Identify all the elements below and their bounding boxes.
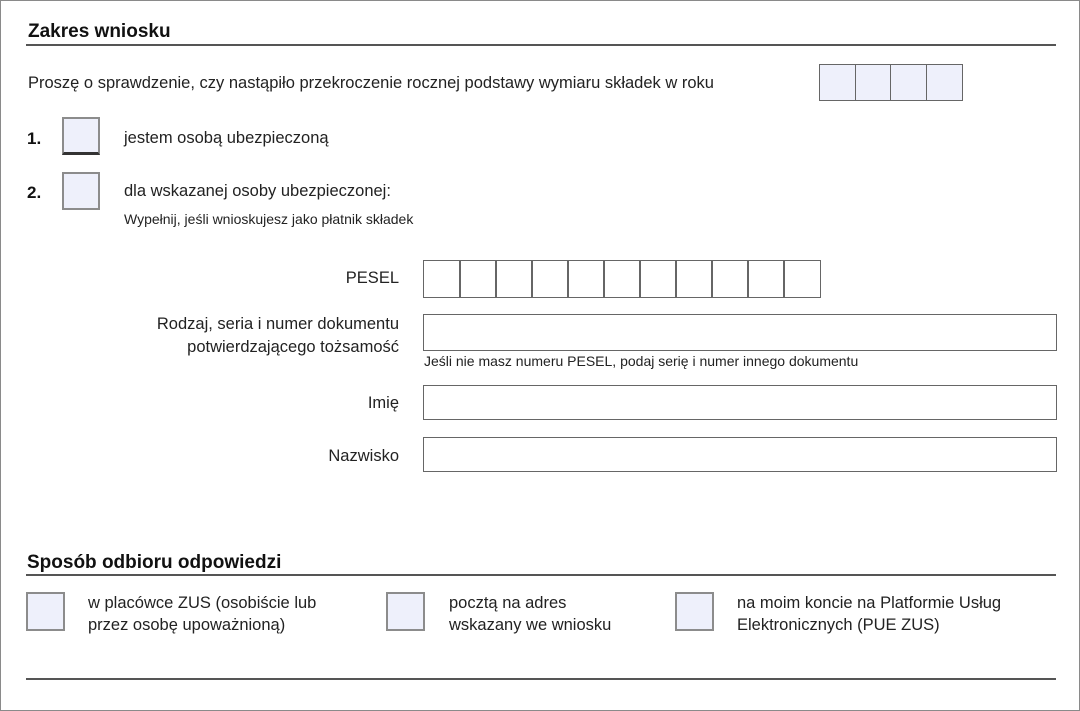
pesel-digit-box[interactable]: [603, 260, 641, 298]
checkbox-pickup-zus-office[interactable]: [26, 592, 65, 631]
pesel-digit-box[interactable]: [675, 260, 713, 298]
checkbox-pue-zus[interactable]: [675, 592, 714, 631]
year-digit-box[interactable]: [926, 64, 963, 101]
section-divider: [26, 574, 1056, 576]
pesel-digit-box[interactable]: [423, 260, 461, 298]
pesel-digit-box[interactable]: [531, 260, 569, 298]
section-title-sposob-odbioru: Sposób odbioru odpowiedzi: [27, 552, 282, 573]
pesel-label: PESEL: [345, 269, 399, 287]
option-label-zus-office: [88, 592, 316, 636]
option-number: 1.: [27, 129, 42, 148]
bottom-divider: [26, 678, 1056, 680]
year-digit-box[interactable]: [819, 64, 856, 101]
section-divider: [26, 44, 1056, 46]
document-label-line2: potwierdzającego tożsamość: [187, 338, 399, 356]
pesel-digit-box[interactable]: [495, 260, 533, 298]
first-name-field[interactable]: [423, 385, 1057, 420]
option-label-indicated-person: dla wskazanej osoby ubezpieczonej:: [124, 182, 391, 200]
document-field[interactable]: [423, 314, 1057, 351]
pesel-digit-box[interactable]: [567, 260, 605, 298]
option-label-insured-person: jestem osobą ubezpieczoną: [124, 129, 329, 147]
year-digit-box[interactable]: [855, 64, 892, 101]
checkbox-by-post[interactable]: [386, 592, 425, 631]
year-input[interactable]: [819, 64, 964, 101]
pesel-digit-box[interactable]: [747, 260, 785, 298]
document-label-line1: Rodzaj, seria i numer dokumentu: [156, 315, 399, 333]
checkbox-insured-person[interactable]: [62, 117, 100, 155]
option-label-line: na moim koncie na Platformie Usług: [737, 594, 1002, 612]
document-label: [100, 313, 399, 359]
pesel-digit-box[interactable]: [639, 260, 677, 298]
pesel-digit-box[interactable]: [711, 260, 749, 298]
option-label-line: wskazany we wniosku: [449, 616, 612, 634]
option-label-pue-zus: [737, 592, 1001, 636]
last-name-label: Nazwisko: [328, 447, 399, 465]
option-label-line: Elektronicznych (PUE ZUS): [737, 616, 940, 634]
pesel-input[interactable]: [423, 260, 821, 298]
pesel-digit-box[interactable]: [783, 260, 821, 298]
option-label-line: pocztą na adres: [449, 594, 567, 612]
pesel-digit-box[interactable]: [459, 260, 497, 298]
last-name-field[interactable]: [423, 437, 1057, 472]
option-hint-payer: Wypełnij, jeśli wnioskujesz jako płatnik składek: [124, 211, 414, 227]
option-label-by-post: [449, 592, 611, 636]
section-title-zakres-wniosku: Zakres wniosku: [28, 21, 171, 42]
request-text: Proszę o sprawdzenie, czy nastąpiło przekroczenie rocznej podstawy wymiaru składek w roku: [28, 74, 714, 92]
year-digit-box[interactable]: [890, 64, 927, 101]
option-number: 2.: [27, 183, 42, 202]
option-label-line: przez osobę upoważnioną): [88, 616, 286, 634]
first-name-label: Imię: [367, 394, 399, 412]
document-hint: Jeśli nie masz numeru PESEL, podaj serię i numer innego dokumentu: [424, 353, 859, 369]
option-label-line: w placówce ZUS (osobiście lub: [88, 594, 317, 612]
checkbox-indicated-insured-person[interactable]: [62, 172, 100, 210]
